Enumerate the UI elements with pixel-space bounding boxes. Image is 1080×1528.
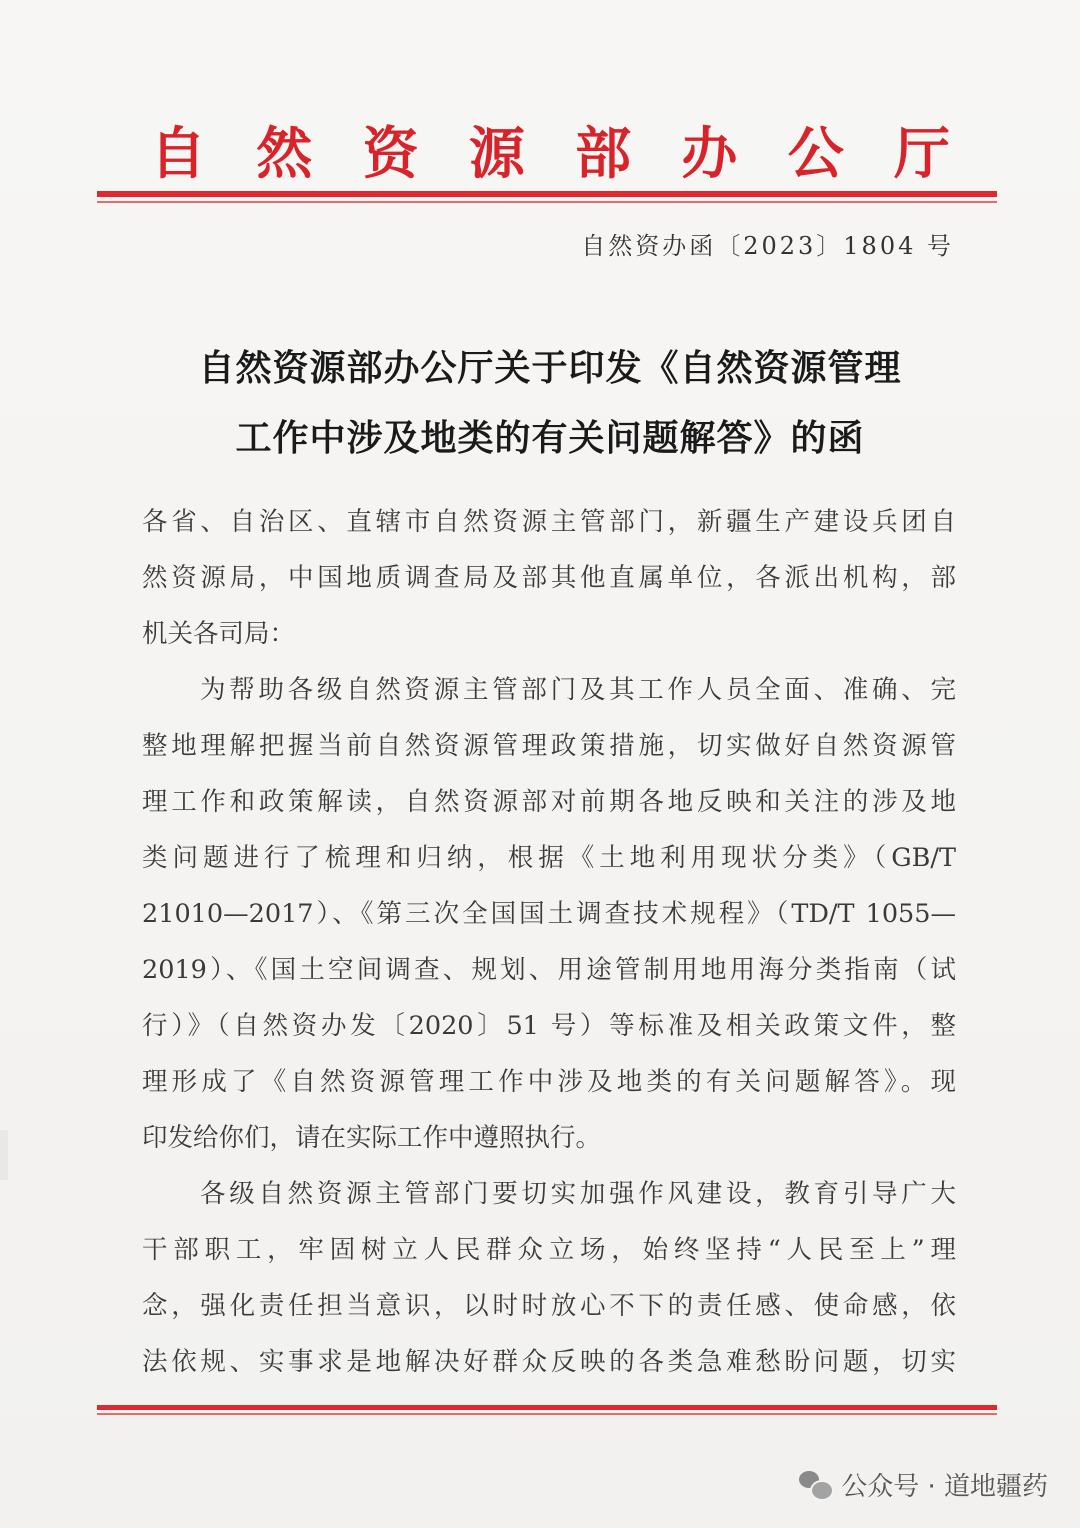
header-char: 办	[681, 121, 738, 187]
source-watermark	[799, 1466, 1048, 1503]
footer-red-rule	[97, 1405, 997, 1410]
header-red-rule	[97, 191, 997, 197]
header-char: 源	[468, 121, 525, 187]
body-line: 各级自然资源主管部门要切实加强作风建设，教育引导广大	[200, 1179, 956, 1209]
body-line: 机关各司局：	[142, 619, 296, 649]
body-line: 然资源局，中国地质调查局及部其他直属单位，各派出机构，部	[142, 563, 956, 593]
body-line: 理形成了《自然资源管理工作中涉及地类的有关问题解答》。现	[142, 1067, 956, 1097]
document-title-line-1: 自然资源部办公厅关于印发《自然资源管理	[198, 347, 902, 389]
body-line: 干部职工，牢固树立人民群众立场，始终坚持“人民至上”理	[142, 1235, 956, 1265]
header-char: 部	[575, 121, 632, 187]
body-line: 法依规、实事求是地解决好群众反映的各类急难愁盼问题，切实	[142, 1347, 956, 1377]
issuer-header	[150, 118, 950, 190]
header-char: 然	[256, 121, 313, 187]
wechat-icon	[799, 1471, 831, 1499]
body-line: 理工作和政策解读，自然资源部对前期各地反映和关注的涉及地	[142, 787, 956, 817]
document-title-line-2: 工作中涉及地类的有关问题解答》的函	[235, 417, 865, 459]
body-line: 各省、自治区、直辖市自然资源主管部门，新疆生产建设兵团自	[142, 507, 956, 537]
body-line: 整地理解把握当前自然资源管理政策措施，切实做好自然资源管	[142, 731, 956, 761]
header-char: 公	[787, 121, 844, 187]
watermark-text: 公众号 · 道地疆药	[841, 1472, 1048, 1502]
body-line: 行）》（自然资办发〔2020〕51 号）等标准及相关政策文件，整	[142, 1011, 956, 1041]
footer-red-rule-thin	[97, 1413, 997, 1415]
body-line: 为帮助各级自然资源主管部门及其工作人员全面、准确、完	[200, 675, 956, 705]
header-char: 厅	[893, 121, 950, 187]
header-red-rule-thin	[97, 201, 997, 203]
body-line: 念，强化责任担当意识，以时时放心不下的责任感、使命感，依	[142, 1291, 956, 1321]
header-char: 资	[362, 121, 419, 187]
body-line: 印发给你们，请在实际工作中遵照执行。	[142, 1123, 602, 1153]
body-line: 2019）、《国土空间调查、规划、用途管制用地用海分类指南（试	[142, 955, 956, 985]
document-number: 自然资办函〔2023〕1804 号	[581, 232, 954, 260]
header-char: 自	[150, 121, 206, 187]
body-line: 类问题进行了梳理和归纳，根据《土地利用现状分类》（GB/T	[142, 843, 956, 873]
body-line: 21010—2017）、《第三次全国国土调查技术规程》（TD/T 1055—	[142, 899, 956, 929]
